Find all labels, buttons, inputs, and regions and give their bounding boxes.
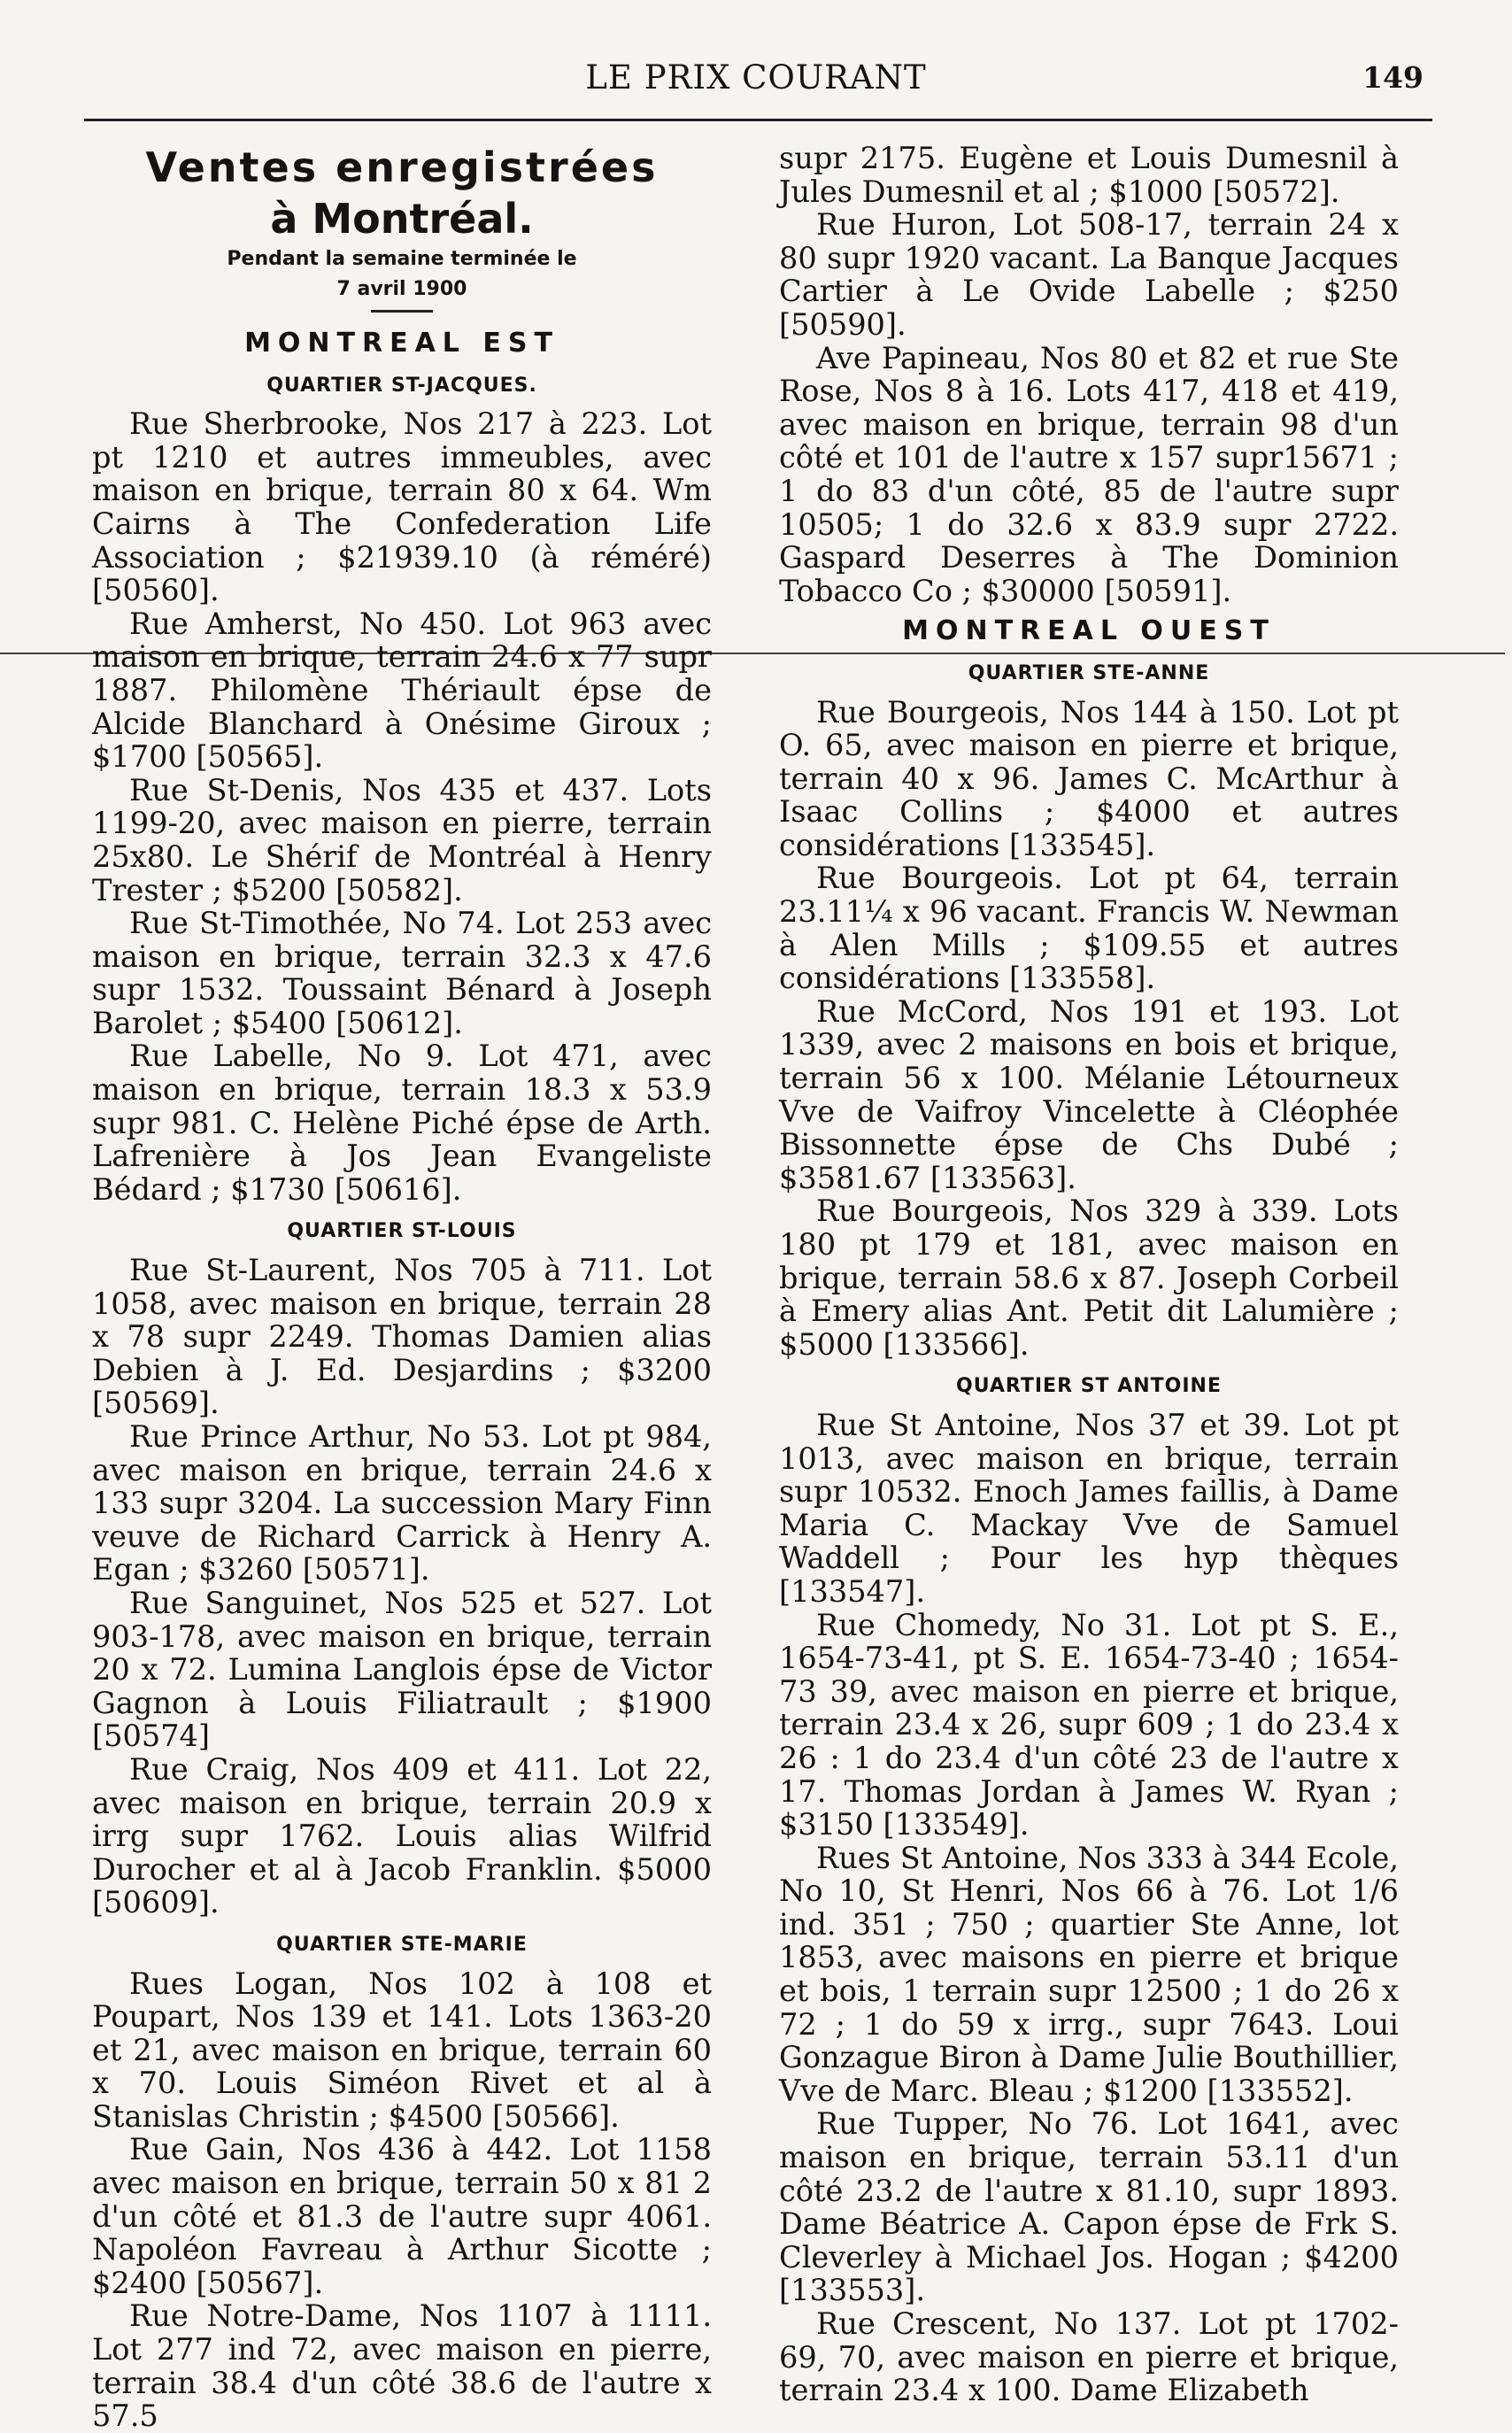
sale-entry: Ave Papineau, Nos 80 et 82 et rue Ste Rose, Nos 8 à 16. Lots 417, 418 et 419, avec maison en brique, terrain 98 d'un côté et 101 de l'autre x 157 supr15671 ; 1 do 83 d'un côté, 85 de l'autre supr 10505; 1 do 32.6 x 83.9 supr 2722. Gaspard Deserres à The Dominion Tobacco Co ; $30000 [50591]. [779,340,1399,608]
sale-entry: Rues St Antoine, Nos 333 à 344 Ecole, No 10, St Henri, Nos 66 à 76. Lot 1/6 ind. 351 ; 750 ; quartier Ste Anne, lot 1853, avec maisons en pierre et brique et bois, 1 terrain supr 12500 ; 1 do 26 x 72 ; 1 do 59 x irrg., supr 7643. Loui Gonzague Biron à Dame Julie Bouthillier, Vve de Marc. Bleau ; $1200 [133552]. [779,1840,1399,2108]
page-header [0,58,1512,103]
quarter-heading: QUARTIER STE-MARIE [276,1933,528,1956]
sale-entry: Rue Chomedy, No 31. Lot pt S. E., 1654-73-41, pt S. E. 1654-73-40 ; 1654-73 39, avec maison en pierre et brique, terrain 23.4 x 26, supr 609 ; 1 do 23.4 x 26 : 1 do 23.4 d'un côté 23 de l'autre x 17. Thomas Jordan à James W. Ryan ; $3150 [133549]. [779,1607,1399,1842]
left-column [92,142,712,2433]
divider [371,310,433,313]
sale-entry: Rue Amherst, No 450. Lot 963 avec maison en brique, terrain 24.6 x 77 supr 1887. Philomène Thériault épse de Alcide Blanchard à Onésime Giroux ; $1700 [50565]. [92,606,712,775]
sale-entry: Rue Notre-Dame, Nos 1107 à 1111. Lot 277 ind 72, avec maison en pierre, terrain 38.4 d'un côté 38.6 de l'autre x 57.5 [92,2298,712,2433]
district-heading: MONTREAL EST [244,328,559,359]
sale-entry: Rue Prince Arthur, No 53. Lot pt 984, avec maison en brique, terrain 24.6 x 133 supr 3204. La succession Mary Finn veuve de Richard Carrick à Henry A. Egan ; $3260 [50571]. [92,1419,712,1587]
sale-entry: Rue St Antoine, Nos 37 et 39. Lot pt 1013, avec maison en brique, terrain supr 10532. Enoch James faillis, à Dame Maria C. Mackay Vve de Samuel Waddell ; Pour les hyp thèques [133547]. [779,1407,1399,1609]
sale-entry: Rue Bourgeois, Nos 144 à 150. Lot pt O. 65, avec maison en pierre et brique, terrain 40 x 96. James C. McArthur à Isaac Collins ; $4000 et autres considérations [133545]. [779,694,1399,862]
sale-entry: Rue McCord, Nos 191 et 193. Lot 1339, avec 2 maisons en bois et brique, terrain 56 x 100. Mélanie Létourneux Vve de Vaifroy Vincelette à Cléophée Bissonnette épse de Chs Dubé ; $3581.67 [133563]. [779,993,1399,1195]
journal-title: LE PRIX COURANT [585,58,927,97]
quarter-heading: QUARTIER ST-LOUIS [287,1220,517,1243]
quarter-heading: QUARTIER ST ANTOINE [956,1375,1222,1398]
sale-entry: Rue Sanguinet, Nos 525 et 527. Lot 903-178, avec maison en brique, terrain 20 x 72. Lumina Langlois épse de Victor Gagnon à Louis Filiatrault ; $1900 [50574] [92,1585,712,1754]
subtitle: Pendant la semaine terminée le [227,248,577,270]
right-column [779,142,1399,2407]
main-title: Ventes enregistrées [145,143,659,191]
sale-entry: Rue Bourgeois. Lot pt 64, terrain 23.11¼ x 96 vacant. Francis W. Newman à Alen Mills ; $109.55 et autres considérations [133558]. [779,861,1399,996]
sale-entry: Rue St-Timothée, No 74. Lot 253 avec maison en brique, terrain 32.3 x 47.6 supr 1532. Toussaint Bénard à Joseph Barolet ; $5400 [50612]. [92,906,712,1040]
sale-entry: Rue Tupper, No 76. Lot 1641, avec maison en brique, terrain 53.11 d'un côté 23.2 de l'autre x 81.10, supr 1893. Dame Béatrice A. Capon épse de Frk S. Cleverley à Michael Jos. Hogan ; $4200 [133553]. [779,2106,1399,2308]
sale-entry: Rue Huron, Lot 508-17, terrain 24 x 80 supr 1920 vacant. La Banque Jacques Cartier à Le Ovide Labelle ; $250 [50590]. [779,207,1399,342]
sale-entry: Rue Labelle, No 9. Lot 471, avec maison en brique, terrain 18.3 x 53.9 supr 981. C. Helène Piché épse de Arth. Lafrenière à Jos Jean Evangeliste Bédard ; $1730 [50616]. [92,1039,712,1207]
sale-entry: Rue Gain, Nos 436 à 442. Lot 1158 avec maison en brique, terrain 50 x 81 2 d'un côté et 81.3 de l'autre supr 4061. Napoléon Favreau à Arthur Sicotte ; $2400 [50567]. [92,2132,712,2300]
sale-entry: Rue Crescent, No 137. Lot pt 1702-69, 70, avec maison en pierre et brique, terrain 23.4 x 100. Dame Elizabeth [779,2306,1399,2408]
sale-entry-continued: supr 2175. Eugène et Louis Dumesnil à Jules Dumesnil et al ; $1000 [50572]. [779,141,1399,209]
quarter-heading: QUARTIER STE-ANNE [968,661,1210,684]
sale-entry: Rues Logan, Nos 102 à 108 et Poupart, Nos 139 et 141. Lots 1363-20 et 21, avec maison en brique, terrain 60 x 70. Louis Siméon Rivet et al à Stanislas Christin ; $4500 [50566]. [92,1966,712,2134]
quarter-heading: QUARTIER ST-JACQUES. [266,374,537,397]
sale-entry: Rue St-Laurent, Nos 705 à 711. Lot 1058, avec maison en brique, terrain 28 x 78 supr 2249. Thomas Damien alias Debien à J. Ed. Desjardins ; $3200 [50569]. [92,1253,712,1421]
sale-entry: Rue Craig, Nos 409 et 411. Lot 22, avec maison en brique, terrain 20.9 x irrg supr 1762. Louis alias Wilfrid Durocher et al à Jacob Franklin. $5000 [50609]. [92,1751,712,1920]
header-rule [84,119,1432,121]
district-heading: MONTREAL OUEST [902,615,1276,647]
subtitle-date: 7 avril 1900 [336,278,467,300]
sale-entry: Rue Sherbrooke, Nos 217 à 223. Lot pt 1210 et autres immeubles, avec maison en brique, terrain 80 x 64. Wm Cairns à The Confederation Life Association ; $21939.10 (à réméré) [50560]. [92,406,712,608]
main-title-location: à Montréal. [270,195,534,243]
sale-entry: Rue St-Denis, Nos 435 et 437. Lots 1199-20, avec maison en pierre, terrain 25x80. Le Shérif de Montréal à Henry Trester ; $5200 [50582]. [92,772,712,908]
page-number: 149 [1362,60,1423,95]
sale-entry: Rue Bourgeois, Nos 329 à 339. Lots 180 pt 179 et 181, avec maison en brique, terrain 58.6 x 87. Joseph Corbeil à Emery alias Ant. Petit dit Lalumière ; $5000 [133566]. [779,1193,1399,1362]
